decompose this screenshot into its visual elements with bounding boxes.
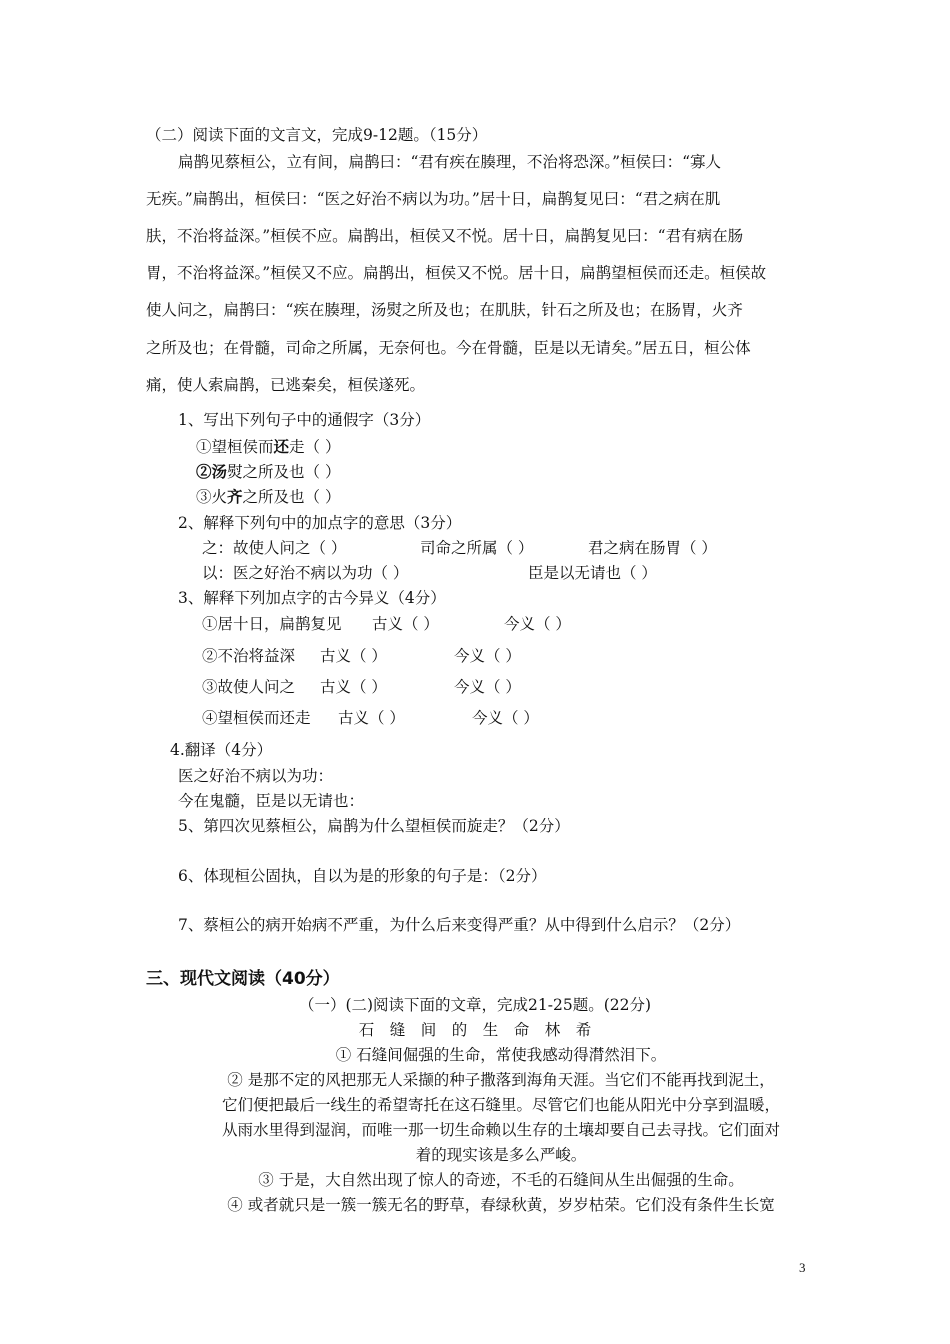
question-3-jin: 今义（ ） bbox=[472, 709, 539, 727]
article-title: 石 缝 间 的 生 命 林 希 bbox=[358, 1021, 592, 1039]
classical-text-line: 之所及也；在骨髓，司命之所属，无奈何也。今在骨髓，臣是以无请矣。”居五日，桓公体 bbox=[146, 339, 751, 357]
question-1-title: 1、写出下列句子中的通假字（3分） bbox=[178, 411, 431, 429]
key-char: 齐 bbox=[227, 487, 243, 506]
question-4-title: 4.翻译（4分） bbox=[170, 741, 273, 759]
question-3-gu: 古义（ ） bbox=[338, 709, 405, 727]
modern-heading: 三、现代文阅读（40分） bbox=[146, 969, 340, 989]
item-text: ② bbox=[196, 462, 212, 481]
article-paragraph: 着的现实该是多么严峻。 bbox=[415, 1146, 587, 1164]
question-7: 7、蔡桓公的病开始病不严重，为什么后来变得严重？从中得到什么启示？（2分） bbox=[178, 916, 741, 934]
item-text: 走（ ） bbox=[289, 438, 341, 456]
item-text: ③火 bbox=[196, 488, 228, 506]
key-char: 还 bbox=[273, 437, 290, 456]
article-paragraph: 从雨水里得到湿润，而唯一那一切生命赖以生存的土壤却要自己去寻找。它们面对 bbox=[221, 1121, 780, 1139]
question-3-gu: 古义（ ） bbox=[320, 678, 387, 696]
classical-text-line: 使人问之，扁鹊曰：“疾在腠理，汤熨之所及也；在肌肤，针石之所及也；在肠胃，火齐 bbox=[146, 301, 743, 319]
item-text: ①望桓侯而 bbox=[196, 438, 274, 456]
question-2-blank: 之：故使人问之（ ） bbox=[202, 539, 347, 557]
question-3-title: 3、解释下列加点字的古今异义（4分） bbox=[178, 589, 446, 607]
question-5: 5、第四次见蔡桓公，扁鹊为什么望桓侯而旋走？（2分） bbox=[178, 817, 570, 835]
classical-heading: （二）阅读下面的文言文，完成9-12题。（15分） bbox=[146, 126, 488, 144]
question-3-jin: 今义（ ） bbox=[454, 647, 521, 665]
article-paragraph: ② 是那不定的风把那无人采撷的种子撒落到海角天涯。当它们不能再找到泥土， bbox=[227, 1071, 775, 1089]
question-3-sentence: ③故使人问之 bbox=[202, 678, 296, 696]
question-2-blank: 君之病在肠胃（ ） bbox=[588, 539, 717, 557]
question-2-blank: 以：医之好治不病以为功（ ） bbox=[202, 564, 409, 582]
classical-text-line: 痛，使人索扁鹊，已逃秦矣，桓侯遂死。 bbox=[146, 376, 426, 394]
question-3-sentence: ④望桓侯而还走 bbox=[202, 709, 311, 727]
question-1-item bbox=[196, 487, 340, 507]
question-2-title: 2、解释下列句中的加点字的意思（3分） bbox=[178, 514, 462, 532]
article-paragraph: ① 石缝间倔强的生命，常使我感动得潸然泪下。 bbox=[335, 1046, 667, 1064]
question-4-item: 今在鬼髓，臣是以无请也： bbox=[178, 792, 365, 810]
modern-subheading: （一）(二)阅读下面的文章，完成21-25题。(22分) bbox=[298, 996, 652, 1014]
question-4-item: 医之好治不病以为功： bbox=[178, 767, 334, 785]
classical-text-line: 扁鹊见蔡桓公，立有间，扁鹊曰：“君有疾在腠理，不治将恐深。”桓侯曰：“寡人 bbox=[178, 153, 722, 171]
classical-text-line: 无疾。”扁鹊出，桓侯曰：“医之好治不病以为功。”居十日，扁鹊复见曰：“君之病在肌 bbox=[146, 190, 721, 208]
question-3-jin: 今义（ ） bbox=[454, 678, 521, 696]
question-3-sentence: ②不治将益深 bbox=[202, 647, 296, 665]
item-text: 之所及也（ ） bbox=[242, 488, 341, 506]
item-text: 熨之所及也（ ） bbox=[227, 463, 341, 481]
key-char: 汤 bbox=[211, 462, 228, 481]
question-3-gu: 古义（ ） bbox=[320, 647, 387, 665]
question-3-jin: 今义（ ） bbox=[504, 615, 571, 633]
article-paragraph: ③ 于是，大自然出现了惊人的奇迹，不毛的石缝间从生出倔强的生命。 bbox=[258, 1171, 744, 1189]
article-paragraph: 它们便把最后一线生的希望寄托在这石缝里。尽管它们也能从阳光中分享到温暖， bbox=[221, 1096, 780, 1114]
question-1-item bbox=[196, 462, 340, 482]
question-2-blank: 臣是以无请也（ ） bbox=[528, 564, 657, 582]
question-2-blank: 司命之所属（ ） bbox=[420, 539, 534, 557]
article-paragraph: ④ 或者就只是一簇一簇无名的野草，春绿秋黄，岁岁枯荣。它们没有条件生长宽 bbox=[227, 1196, 775, 1214]
question-6: 6、体现桓公固执，自以为是的形象的句子是：（2分） bbox=[178, 867, 547, 885]
classical-text-line: 胃，不治将益深。”桓侯又不应。扁鹊出，桓侯又不悦。居十日，扁鹊望桓侯而还走。桓侯故 bbox=[146, 264, 767, 282]
page-number: 3 bbox=[799, 1260, 806, 1275]
question-1-item bbox=[196, 437, 340, 457]
question-3-gu: 古义（ ） bbox=[372, 615, 439, 633]
question-3-sentence: ①居十日，扁鹊复见 bbox=[202, 615, 342, 633]
classical-text-line: 肤，不治将益深。”桓侯不应。扁鹊出，桓侯又不悦。居十日，扁鹊复见曰：“君有病在肠 bbox=[146, 227, 744, 245]
